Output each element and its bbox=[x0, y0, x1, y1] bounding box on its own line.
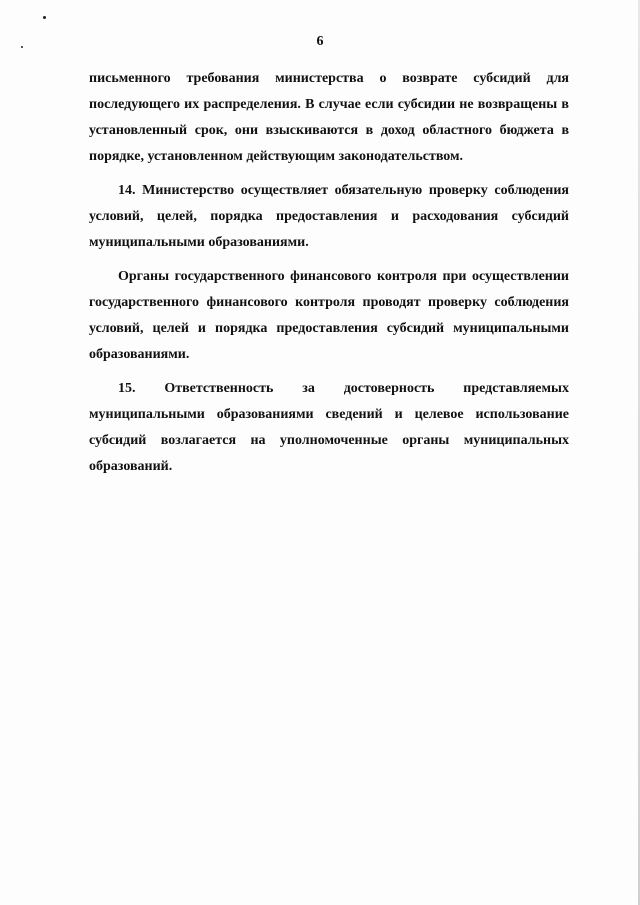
paragraph-financial-control: Органы государственного финансового контроля при осуществлении государственного финансового контроля проводят проверку соблюдения условий, целей и порядка предоставления субсидий муниципальными образованиями. bbox=[89, 269, 569, 362]
paragraph-item-14: 14. Министерство осуществляет обязательную проверку соблюдения условий, целей, порядка предоставления и расходования субсидий муниципальными образованиями. bbox=[89, 183, 569, 250]
scan-speck bbox=[43, 16, 46, 19]
paragraph-continuation: письменного требования министерства о возврате субсидий для последующего их распределения. В случае если субсидии не возвращены в установленный срок, они взыскиваются в доход областного бюджета в порядке, установленном действующим законодательством. bbox=[89, 71, 569, 164]
document-body bbox=[89, 66, 569, 488]
page-number: 6 bbox=[316, 34, 324, 49]
paragraph-item-15: 15. Ответственность за достоверность представляемых муниципальными образованиями сведений и целевое использование субсидий возлагается на уполномоченные органы муниципальных образований. bbox=[89, 381, 569, 474]
